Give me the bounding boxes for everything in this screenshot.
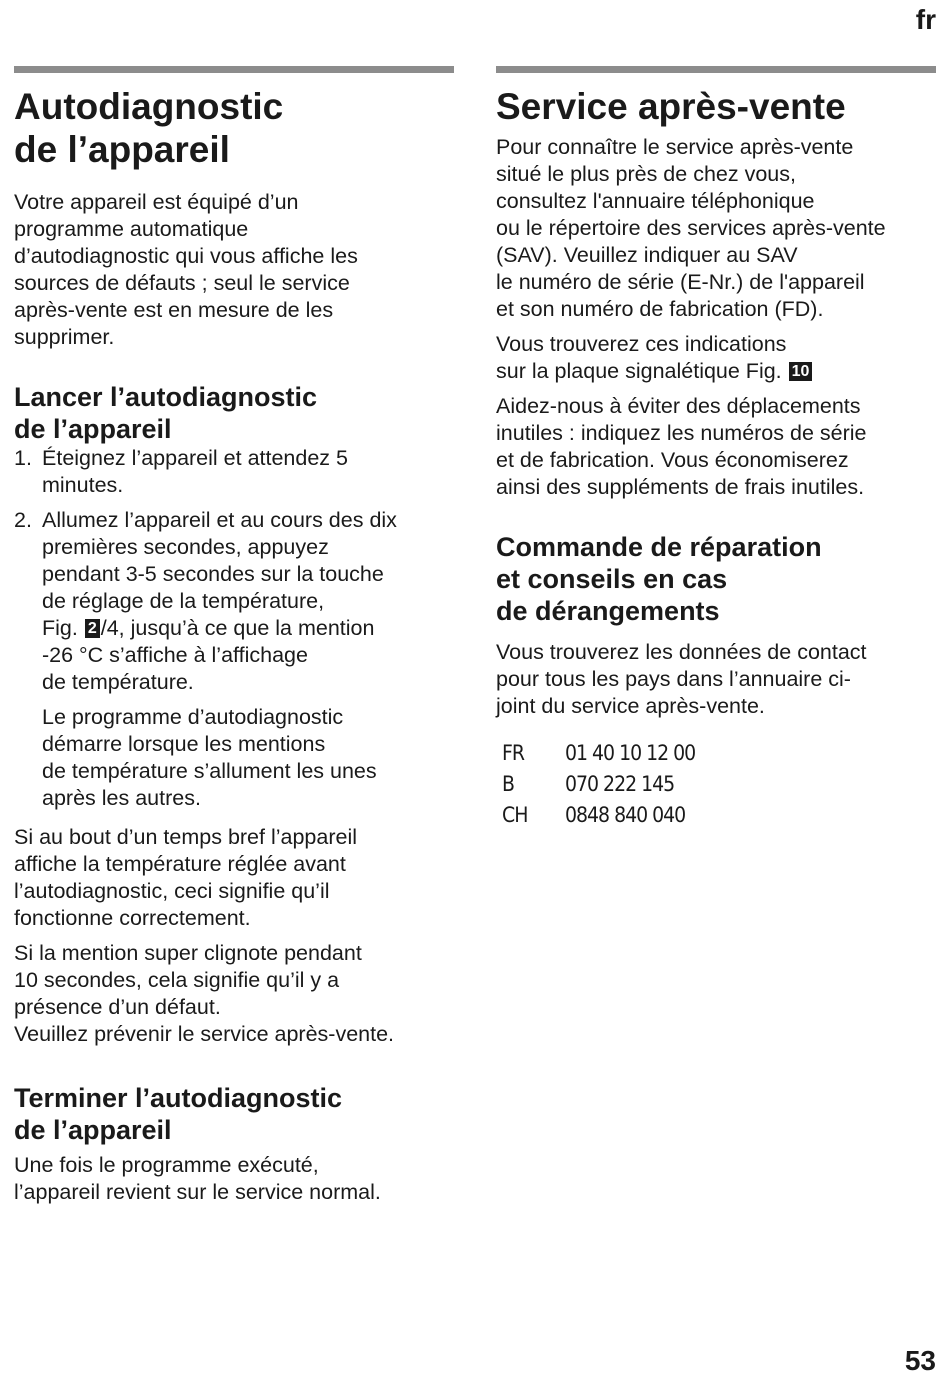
end-self-diagnosis-text: Une fois le programme exécuté, l’appareil revient sur le service normal. [14, 1153, 381, 1204]
self-diagnosis-intro: Votre appareil est équipé d’un programme automatique d’autodiagnostic qui vous affiche les sources de défauts ; seul le service après-vente est en mesure de les supprimer. [14, 190, 358, 349]
country-code: B [502, 772, 514, 796]
repair-order-text: Vous trouverez les données de contact pour tous les pays dans l’annuaire ci- joint du service après-vente. [496, 640, 867, 718]
section-divider [496, 66, 936, 73]
avoid-visits-paragraph: Aidez-nous à éviter des déplacements inutiles : indiquez les numéros de série et de fabrication. Vous économiserez ainsi des suppléments de frais inutiles. [496, 394, 867, 499]
table-row [502, 769, 695, 800]
customer-service-title: Service après-vente [496, 86, 846, 127]
country-code: FR [502, 741, 524, 765]
figure-2-reference: 2 [85, 619, 100, 638]
rating-plate-paragraph: Vous trouverez ces indications sur la plaque signalétique Fig. 10 [496, 331, 936, 385]
self-diagnosis-title: Autodiagnostic de l’appareil [14, 86, 284, 170]
step-2-note: Le programme d’autodiagnostic démarre lorsque les mentions de température s’allument les unes après les autres. [42, 705, 377, 810]
language-label: fr [915, 4, 936, 35]
right-column [496, 66, 936, 831]
customer-service-intro: Pour connaître le service après-vente situé le plus près de chez vous, consultez l'annuaire téléphonique ou le répertoire des services après-vente (SAV). Veuillez indiquer au SAV le numéro de série (E-Nr.) de l'appareil et son numéro de fabrication (FD). [496, 135, 886, 321]
end-self-diagnosis-heading: Terminer l’autodiagnostic de l’appareil [14, 1083, 343, 1145]
section-divider [14, 66, 454, 73]
launch-steps-list [14, 445, 454, 696]
table-row [502, 738, 695, 769]
phone-number: 01 40 10 12 00 [565, 741, 696, 765]
step-2: 2. Allumez l’appareil et au cours des dix premières secondes, appuyez pendant 3-5 secondes sur la touche de réglage de la température, Fig. 2 /4, jusqu’à ce que la mention -26 °C s’affiche à l’affichage de température. [14, 508, 397, 694]
launch-self-diagnosis-heading: Lancer l’autodiagnostic de l’appareil [14, 382, 318, 444]
fault-paragraph: Si la mention super clignote pendant 10 secondes, cela signifie qu’il y a présence d’un défaut. Veuillez prévenir le service après-vente. [14, 941, 395, 1046]
phone-number: 0848 840 040 [565, 803, 686, 827]
repair-order-heading: Commande de réparation et conseils en cas de dérangements [496, 532, 822, 626]
page-number: 53 [904, 1345, 936, 1376]
figure-10-reference: 10 [789, 362, 813, 381]
normal-operation-paragraph: Si au bout d’un temps bref l’appareil affiche la température réglée avant l’autodiagnostic, ceci signifie qu’il fonctionne correctement. [14, 825, 358, 930]
country-code: CH [502, 803, 528, 827]
phone-number: 070 222 145 [565, 772, 675, 796]
contact-table [502, 738, 695, 831]
step-1: 1. Éteignez l’appareil et attendez 5 minutes. [14, 446, 348, 497]
left-column [14, 66, 454, 1206]
table-row [502, 800, 695, 831]
